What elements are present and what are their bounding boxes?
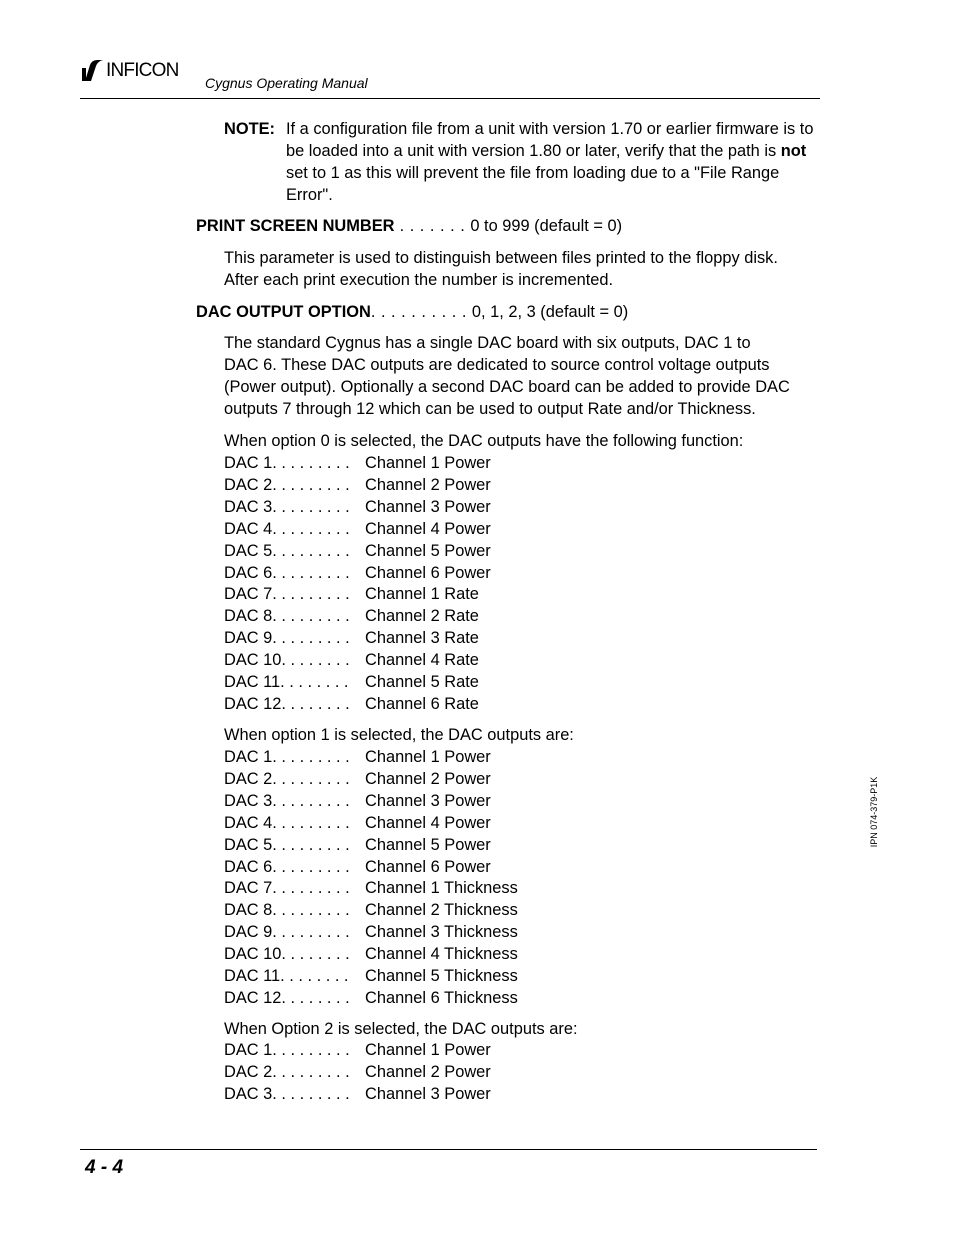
dac-value: Channel 2 Thickness [365, 901, 518, 920]
dac-key: DAC 7. . . . . . . . . [224, 879, 350, 898]
dac-option-desc-line: DAC 6. These DAC outputs are dedicated to source control voltage outputs [224, 356, 770, 374]
dac-option-heading [196, 301, 628, 323]
dac-row [224, 605, 479, 627]
print-screen-heading [196, 215, 622, 237]
inficon-logo [82, 58, 179, 84]
logo-text: INFICON [106, 60, 179, 81]
dac-key: DAC 2. . . . . . . . . [224, 475, 350, 494]
page-number: 4 - 4 [85, 1157, 124, 1178]
dac-row [224, 746, 491, 768]
dac-key: DAC 1. . . . . . . . . [224, 454, 350, 472]
note-label: NOTE: [224, 120, 275, 138]
dac-key: DAC 1. . . . . . . . . [224, 1041, 350, 1059]
dac-key: DAC 11. . . . . . . . [224, 967, 349, 985]
dac-row [224, 1061, 491, 1083]
dac-value: Channel 2 Power [365, 475, 491, 494]
dac-value: Channel 2 Rate [365, 607, 479, 626]
note-text-bold: not [780, 142, 807, 160]
dac-option-dots: . . . . . . . . . . [370, 303, 472, 321]
dac-row [224, 693, 479, 715]
dac-row [224, 834, 491, 856]
dac-option-desc-line: (Power output). Optionally a second DAC board can be added to provide DAC [224, 378, 790, 396]
print-screen-range: 0 to 999 (default = 0) [470, 217, 623, 235]
dac-value: Channel 1 Power [365, 454, 491, 472]
dac-value: Channel 5 Rate [365, 673, 479, 691]
dac-value: Channel 4 Power [365, 519, 491, 538]
dac-row [224, 790, 491, 812]
dac-row [224, 583, 479, 605]
dac-key: DAC 9. . . . . . . . . [224, 923, 350, 942]
dac-key: DAC 1. . . . . . . . . [224, 748, 350, 766]
dac-value: Channel 3 Power [365, 791, 491, 810]
option2-intro: When Option 2 is selected, the DAC outputs are: [224, 1020, 578, 1038]
dac-row [224, 562, 491, 584]
dac-key: DAC 4. . . . . . . . . [224, 519, 350, 538]
dac-row [224, 518, 491, 540]
dac-key: DAC 6. . . . . . . . . [224, 563, 350, 582]
header-rule [80, 98, 820, 99]
dac-row [224, 627, 479, 649]
dac-key: DAC 12. . . . . . . . [224, 988, 350, 1007]
dac-row [224, 965, 518, 987]
dac-key: DAC 2. . . . . . . . . [224, 1062, 350, 1081]
dac-value: Channel 1 Rate [365, 585, 479, 604]
dac-key: DAC 10. . . . . . . . [224, 651, 350, 670]
dac-value: Channel 2 Power [365, 1062, 491, 1081]
dac-key: DAC 7. . . . . . . . . [224, 585, 350, 604]
dac-value: Channel 4 Rate [365, 651, 479, 670]
dac-key: DAC 12. . . . . . . . [224, 694, 350, 713]
dac-row [224, 1039, 491, 1061]
dac-option-name: DAC OUTPUT OPTION [196, 303, 371, 321]
dac-value: Channel 6 Power [365, 857, 491, 876]
dac-row [224, 943, 518, 965]
dac-row [224, 812, 491, 834]
dac-row [224, 649, 479, 671]
inficon-logo-icon [82, 59, 104, 83]
dac-key: DAC 10. . . . . . . . [224, 945, 350, 964]
dac-option-range: 0, 1, 2, 3 (default = 0) [471, 303, 629, 321]
dac-value: Channel 3 Thickness [365, 923, 518, 942]
dac-value: Channel 5 Power [365, 835, 491, 854]
dac-row [224, 496, 491, 518]
option0-intro: When option 0 is selected, the DAC outputs have the following function: [224, 432, 744, 450]
dac-key: DAC 3. . . . . . . . . [224, 1084, 350, 1103]
ipn-label: IPN 074-379-P1K [869, 776, 879, 848]
dac-key: DAC 3. . . . . . . . . [224, 497, 350, 516]
dac-key: DAC 4. . . . . . . . . [224, 813, 350, 832]
dac-value: Channel 2 Power [365, 769, 491, 788]
dac-key: DAC 2. . . . . . . . . [224, 769, 350, 788]
dac-key: DAC 11. . . . . . . . [224, 673, 349, 691]
dac-value: Channel 5 Thickness [365, 967, 518, 985]
dac-row [224, 768, 491, 790]
dac-value: Channel 1 Thickness [365, 879, 518, 898]
dac-row [224, 474, 491, 496]
dac-key: DAC 5. . . . . . . . . [224, 541, 350, 560]
footer-rule [80, 1149, 817, 1150]
dac-value: Channel 1 Power [365, 1041, 491, 1059]
dac-option-desc-line: outputs 7 through 12 which can be used to output Rate and/or Thickness. [224, 400, 756, 418]
dac-value: Channel 3 Power [365, 1084, 491, 1103]
dac-value: Channel 3 Power [365, 497, 491, 516]
dac-row [224, 877, 518, 899]
print-screen-dots: . . . . . . . [394, 217, 471, 235]
dac-value: Channel 3 Rate [365, 629, 479, 648]
dac-row [224, 856, 491, 878]
dac-row [224, 1083, 491, 1105]
dac-key: DAC 6. . . . . . . . . [224, 857, 350, 876]
print-screen-desc-line1: This parameter is used to distinguish between files printed to the floppy disk. [224, 249, 778, 267]
dac-row [224, 987, 518, 1009]
dac-value: Channel 6 Power [365, 563, 491, 582]
dac-value: Channel 1 Power [365, 748, 491, 766]
dac-row [224, 452, 491, 474]
note-text-before: If a configuration file from a unit with version 1.70 or earlier firmware is to be loaded into a unit with version 1.80 or later, verify that the path is [286, 120, 814, 160]
dac-key: DAC 8. . . . . . . . . [224, 901, 350, 920]
dac-key: DAC 3. . . . . . . . . [224, 791, 350, 810]
dac-row [224, 671, 479, 693]
dac-key: DAC 9. . . . . . . . . [224, 629, 350, 648]
dac-row [224, 921, 518, 943]
dac-value: Channel 4 Thickness [365, 945, 518, 964]
dac-value: Channel 4 Power [365, 813, 491, 832]
dac-row [224, 899, 518, 921]
note-text-after: set to 1 as this will prevent the file from loading due to a "File Range Error". [286, 164, 780, 204]
dac-value: Channel 6 Thickness [365, 988, 518, 1007]
print-screen-name: PRINT SCREEN NUMBER [196, 217, 395, 235]
note-text [286, 118, 816, 206]
dac-key: DAC 5. . . . . . . . . [224, 835, 350, 854]
dac-value: Channel 5 Power [365, 541, 491, 560]
dac-option-desc-line: The standard Cygnus has a single DAC board with six outputs, DAC 1 to [224, 334, 751, 352]
dac-value: Channel 6 Rate [365, 694, 479, 713]
manual-title: Cygnus Operating Manual [205, 75, 368, 91]
dac-key: DAC 8. . . . . . . . . [224, 607, 350, 626]
print-screen-desc-line2: After each print execution the number is incremented. [224, 271, 614, 289]
option1-intro: When option 1 is selected, the DAC outputs are: [224, 726, 574, 744]
dac-row [224, 540, 491, 562]
